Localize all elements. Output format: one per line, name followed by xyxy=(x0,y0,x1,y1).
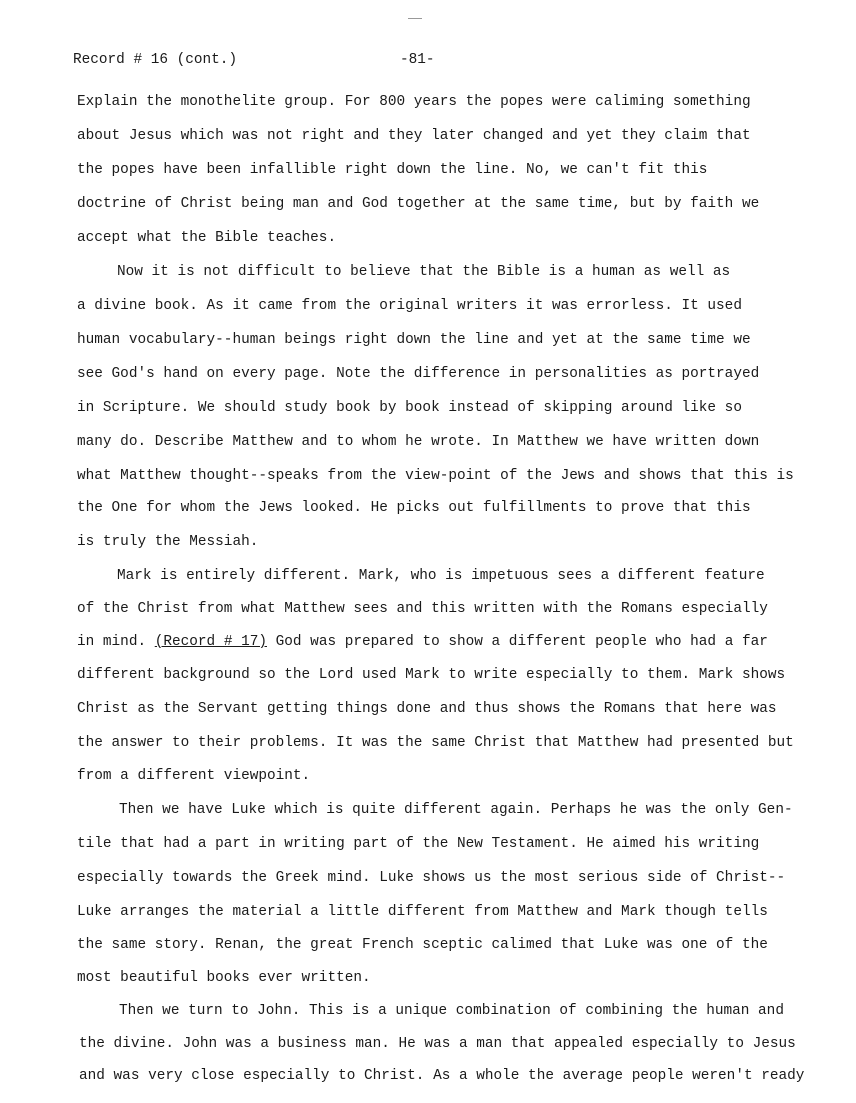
text-line: the divine. John was a business man. He was a man that appealed especially to Jesus xyxy=(79,1036,796,1052)
text-line xyxy=(77,634,768,650)
text-line: the answer to their problems. It was the same Christ that Matthew had presented but xyxy=(77,735,794,751)
text-line: doctrine of Christ being man and God together at the same time, but by faith we xyxy=(77,196,760,212)
text-line: Luke arranges the material a little different from Matthew and Mark though tells xyxy=(77,904,768,920)
text-line: Then we have Luke which is quite different again. Perhaps he was the only Gen- xyxy=(119,802,793,818)
text-line: in Scripture. We should study book by book instead of skipping around like so xyxy=(77,400,742,416)
text-line: Then we turn to John. This is a unique combination of combining the human and xyxy=(119,1003,784,1019)
text-line: about Jesus which was not right and they later changed and yet they claim that xyxy=(77,128,751,144)
page-number: -81- xyxy=(400,52,435,68)
text-line: Explain the monothelite group. For 800 years the popes were caliming something xyxy=(77,94,751,110)
text-line: accept what the Bible teaches. xyxy=(77,230,337,246)
text-line: the popes have been infallible right down the line. No, we can't fit this xyxy=(77,162,708,178)
text-line: especially towards the Greek mind. Luke shows us the most serious side of Christ-- xyxy=(77,870,786,886)
text-line: from a different viewpoint. xyxy=(77,768,311,784)
text-line: different background so the Lord used Mark to write especially to them. Mark shows xyxy=(77,667,786,683)
text-line: many do. Describe Matthew and to whom he wrote. In Matthew we have written down xyxy=(77,434,760,450)
text-line: the same story. Renan, the great French sceptic calimed that Luke was one of the xyxy=(77,937,768,953)
text-line: is truly the Messiah. xyxy=(77,534,259,550)
text-line: most beautiful books ever written. xyxy=(77,970,371,986)
text-line: of the Christ from what Matthew sees and this written with the Romans especially xyxy=(77,601,768,617)
text-line: human vocabulary--human beings right down the line and yet at the same time we xyxy=(77,332,751,348)
scan-mark xyxy=(408,18,422,19)
text-line: Mark is entirely different. Mark, who is impetuous sees a different feature xyxy=(117,568,765,584)
text-line: what Matthew thought--speaks from the view-point of the Jews and shows that this is xyxy=(77,468,794,484)
text-line: the One for whom the Jews looked. He picks out fulfillments to prove that this xyxy=(77,500,751,516)
line-prefix: in mind. xyxy=(77,634,147,650)
record-header: Record # 16 (cont.) xyxy=(73,52,238,68)
text-line: see God's hand on every page. Note the difference in personalities as portrayed xyxy=(77,366,760,382)
line-rest: God was prepared to show a different people who had a far xyxy=(275,634,768,650)
text-line: tile that had a part in writing part of the New Testament. He aimed his writing xyxy=(77,836,760,852)
text-line: and was very close especially to Christ. As a whole the average people weren't ready xyxy=(79,1068,805,1084)
record-reference: (Record # 17) xyxy=(154,634,267,650)
text-line: Now it is not difficult to believe that the Bible is a human as well as xyxy=(117,264,731,280)
text-line: Christ as the Servant getting things done and thus shows the Romans that here was xyxy=(77,701,777,717)
text-line: a divine book. As it came from the original writers it was errorless. It used xyxy=(77,298,742,314)
